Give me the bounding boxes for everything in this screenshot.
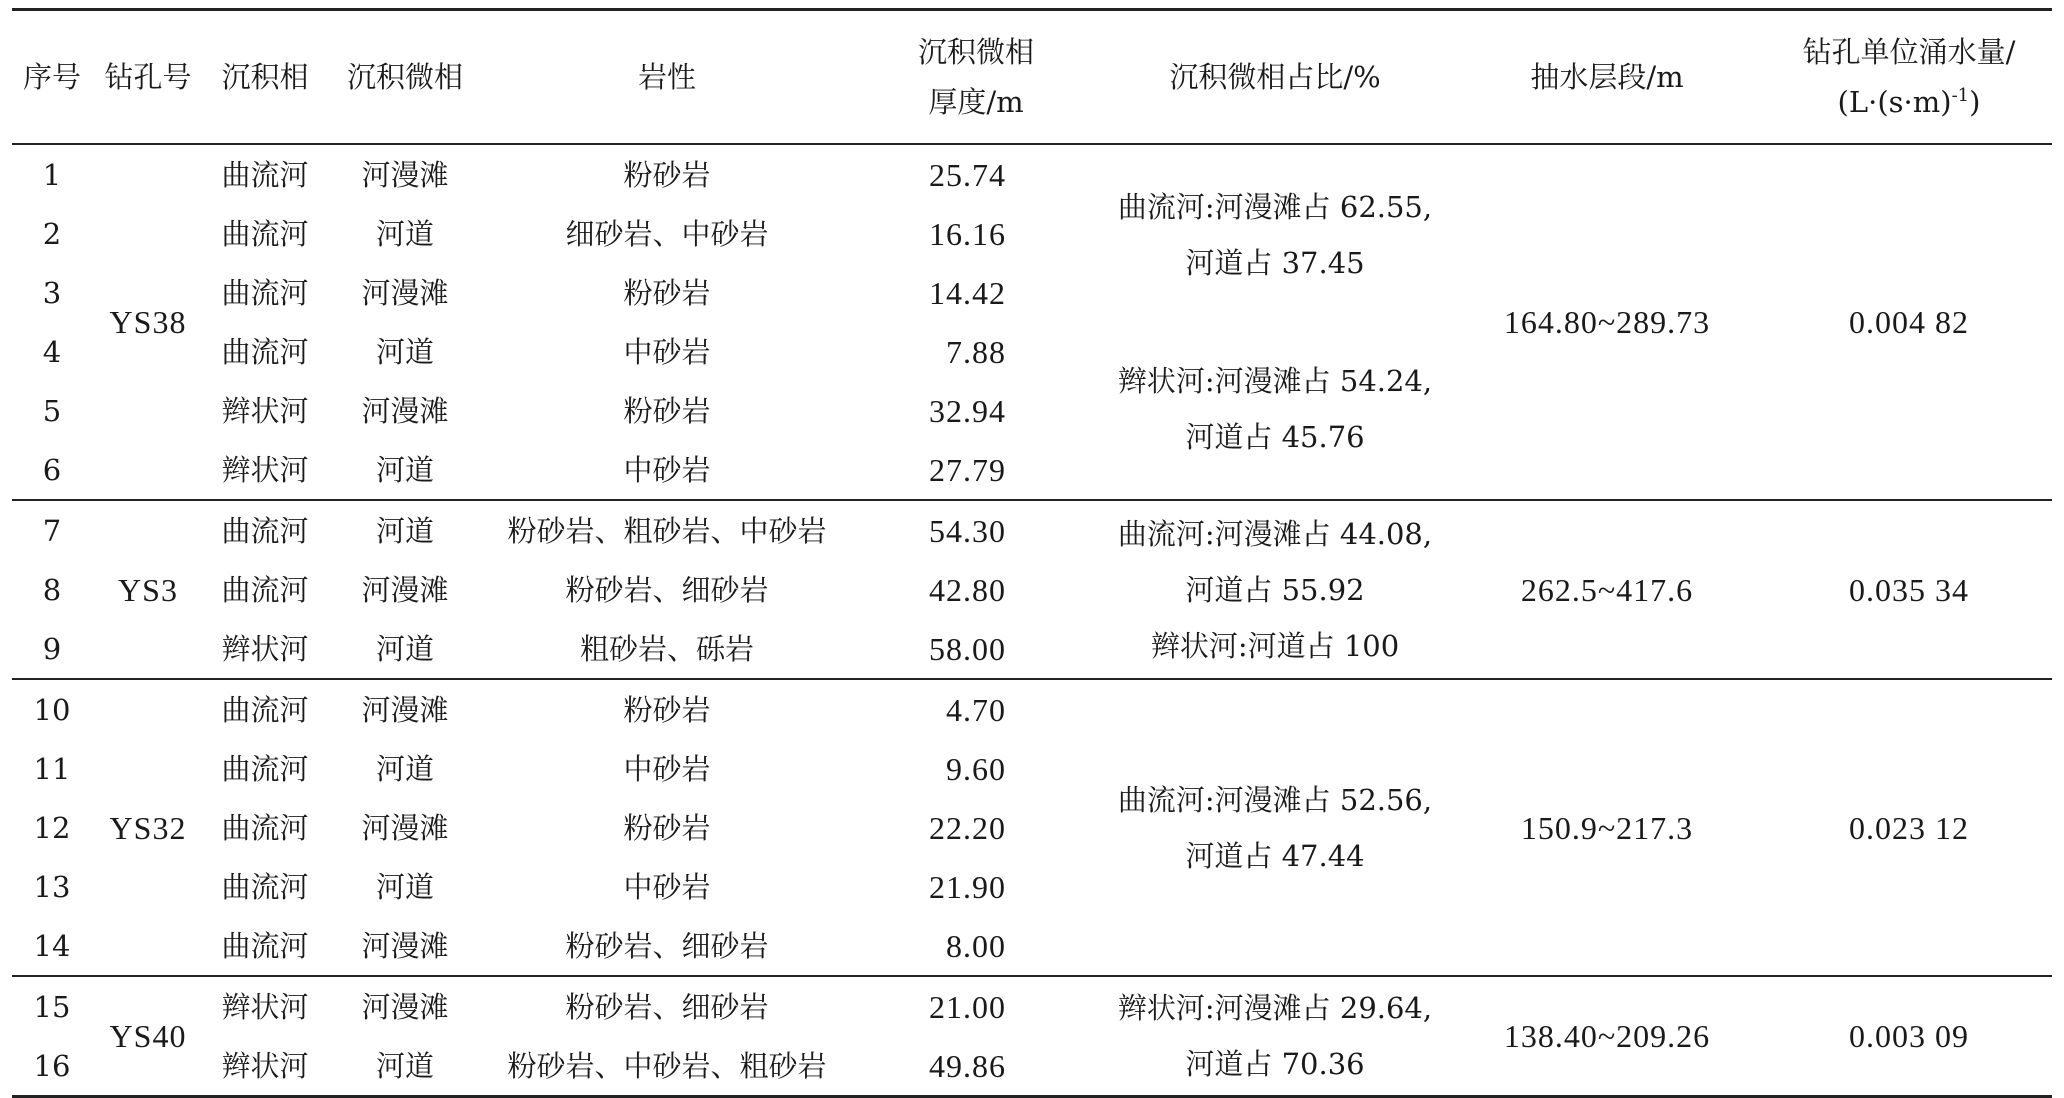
ratio-block-braided: 辫状河:河道占 100	[1150, 628, 1400, 663]
cell-seq: 16	[12, 1036, 92, 1097]
cell-facies: 曲流河	[221, 751, 309, 786]
cell-facies: 辫状河	[221, 989, 309, 1024]
header-lithology: 岩性	[484, 10, 850, 145]
well-microfacies-table	[12, 8, 2052, 1098]
ratio-block-meandering: 曲流河:河漫滩占 62.55, 河道占 37.45	[1117, 190, 1433, 280]
cell-microfacies: 河道	[326, 619, 484, 679]
cell-thickness: 25.74	[929, 156, 1006, 193]
cell-microfacies: 河道	[375, 216, 434, 251]
header-thickness-line1: 沉积微相	[917, 35, 1034, 69]
cell-lithology: 粉砂岩、细砂岩	[565, 572, 769, 607]
cell-interval: 164.80~289.73	[1448, 144, 1766, 500]
cell-microfacies: 河漫滩	[361, 572, 449, 607]
header-interval: 抽水层段/m	[1448, 10, 1766, 145]
cell-thickness: 54.30	[929, 512, 1006, 549]
cell-facies: 辫状河	[204, 619, 326, 679]
cell-thickness: 8.00	[850, 916, 1102, 976]
cell-microfacies: 河漫滩	[361, 810, 449, 845]
cell-microfacies: 河道	[375, 334, 434, 369]
cell-interval: 262.5~417.6	[1448, 500, 1766, 679]
header-seq: 序号	[12, 10, 92, 145]
cell-well: YS3	[92, 500, 204, 679]
document-page	[12, 8, 2052, 1098]
table-row	[12, 500, 2052, 560]
cell-facies: 曲流河	[221, 216, 309, 251]
cell-facies: 曲流河	[221, 869, 309, 904]
cell-lithology: 中砂岩	[623, 869, 711, 904]
table-header-row	[12, 10, 2052, 145]
cell-microfacies: 河漫滩	[361, 393, 449, 428]
cell-microfacies: 河道	[375, 751, 434, 786]
ratio-block-meandering: 曲流河:河漫滩占 52.56, 河道占 47.44	[1117, 782, 1433, 873]
cell-seq: 11	[33, 751, 71, 786]
cell-thickness: 49.86	[850, 1036, 1102, 1097]
cell-seq: 7	[42, 513, 62, 548]
cell-ratio	[1102, 500, 1448, 679]
cell-seq: 5	[42, 393, 62, 428]
cell-lithology: 粉砂岩	[623, 810, 711, 845]
header-well: 钻孔号	[92, 10, 204, 145]
cell-well: YS38	[92, 144, 204, 500]
cell-thickness: 16.16	[929, 215, 1006, 252]
header-yield-line2: $(L\cdot(s\cdot m)^{-1})$	[1837, 85, 1981, 119]
cell-thickness: 27.79	[850, 440, 1102, 500]
cell-lithology: 中砂岩	[623, 751, 711, 786]
cell-facies: 辫状河	[204, 440, 326, 500]
cell-microfacies: 河漫滩	[361, 989, 449, 1024]
cell-lithology: 粉砂岩	[623, 275, 711, 310]
cell-microfacies: 河道	[326, 1036, 484, 1097]
header-facies: 沉积相	[204, 10, 326, 145]
cell-seq: 3	[42, 275, 62, 310]
cell-lithology: 粉砂岩、中砂岩、粗砂岩	[484, 1036, 850, 1097]
cell-lithology: 中砂岩	[623, 334, 711, 369]
cell-facies: 曲流河	[221, 334, 309, 369]
cell-thickness: 14.42	[929, 274, 1006, 311]
cell-thickness: 21.90	[929, 868, 1006, 905]
header-thickness-line2: 厚度/m	[928, 85, 1024, 119]
cell-microfacies: 河道	[326, 440, 484, 500]
cell-lithology: 粉砂岩、细砂岩	[565, 989, 769, 1024]
cell-seq: 10	[33, 692, 71, 727]
cell-thickness: 9.60	[946, 750, 1006, 787]
cell-lithology: 细砂岩、中砂岩	[565, 216, 769, 251]
cell-facies: 曲流河	[221, 572, 309, 607]
cell-microfacies: 河漫滩	[361, 275, 449, 310]
cell-facies: 曲流河	[221, 275, 309, 310]
table-row	[12, 976, 2052, 1036]
cell-seq: 2	[42, 216, 62, 251]
cell-microfacies: 河漫滩	[361, 692, 449, 727]
cell-microfacies: 河漫滩	[326, 916, 484, 976]
cell-lithology: 粉砂岩、粗砂岩、中砂岩	[507, 513, 827, 548]
ratio-block-braided: 辫状河:河漫滩占 29.64, 河道占 70.36	[1117, 991, 1433, 1081]
cell-well: YS40	[92, 976, 204, 1097]
header-yield	[1766, 10, 2052, 145]
cell-lithology: 粗砂岩、砾岩	[484, 619, 850, 679]
cell-interval: 150.9~217.3	[1448, 679, 1766, 976]
cell-thickness: 21.00	[929, 988, 1006, 1025]
cell-microfacies: 河道	[375, 869, 434, 904]
cell-lithology: 粉砂岩、细砂岩	[484, 916, 850, 976]
cell-seq: 4	[42, 334, 62, 369]
cell-thickness: 58.00	[850, 619, 1102, 679]
cell-lithology: 中砂岩	[484, 440, 850, 500]
cell-ratio	[1102, 144, 1448, 500]
cell-lithology: 粉砂岩	[623, 692, 711, 727]
cell-facies: 辫状河	[221, 393, 309, 428]
cell-seq: 1	[42, 157, 62, 192]
cell-microfacies: 河漫滩	[361, 157, 449, 192]
ratio-block-meandering: 曲流河:河漫滩占 44.08, 河道占 55.92	[1117, 516, 1433, 607]
cell-thickness: 42.80	[929, 571, 1006, 608]
cell-thickness: 4.70	[946, 691, 1006, 728]
cell-yield: 0.004 82	[1766, 144, 2052, 500]
cell-yield: 0.003 09	[1766, 976, 2052, 1097]
cell-facies: 曲流河	[221, 513, 309, 548]
cell-lithology: 粉砂岩	[623, 157, 711, 192]
cell-facies: 辫状河	[204, 1036, 326, 1097]
header-yield-line1: 钻孔单位涌水量/	[1802, 35, 2016, 69]
header-thickness	[850, 10, 1102, 145]
cell-facies: 曲流河	[204, 916, 326, 976]
cell-thickness: 22.20	[929, 809, 1006, 846]
cell-ratio	[1102, 679, 1448, 976]
cell-ratio	[1102, 976, 1448, 1097]
cell-seq: 15	[33, 989, 71, 1024]
cell-seq: 12	[33, 810, 71, 845]
cell-seq: 9	[12, 619, 92, 679]
cell-thickness: 7.88	[946, 333, 1006, 370]
table-row	[12, 144, 2052, 204]
cell-lithology: 粉砂岩	[623, 393, 711, 428]
header-ratio: 沉积微相占比/%	[1102, 10, 1448, 145]
cell-facies: 曲流河	[221, 157, 309, 192]
cell-seq: 13	[33, 869, 71, 904]
cell-facies: 曲流河	[221, 692, 309, 727]
ratio-block-braided: 辫状河:河漫滩占 54.24, 河道占 45.76	[1117, 364, 1433, 454]
cell-interval: 138.40~209.26	[1448, 976, 1766, 1097]
cell-seq: 8	[42, 572, 62, 607]
cell-microfacies: 河道	[375, 513, 434, 548]
cell-thickness: 32.94	[929, 392, 1006, 429]
header-microfacies: 沉积微相	[326, 10, 484, 145]
cell-facies: 曲流河	[221, 810, 309, 845]
cell-seq: 6	[12, 440, 92, 500]
cell-seq: 14	[12, 916, 92, 976]
table-row	[12, 679, 2052, 739]
cell-yield: 0.023 12	[1766, 679, 2052, 976]
cell-well: YS32	[92, 679, 204, 976]
cell-yield: 0.035 34	[1766, 500, 2052, 679]
